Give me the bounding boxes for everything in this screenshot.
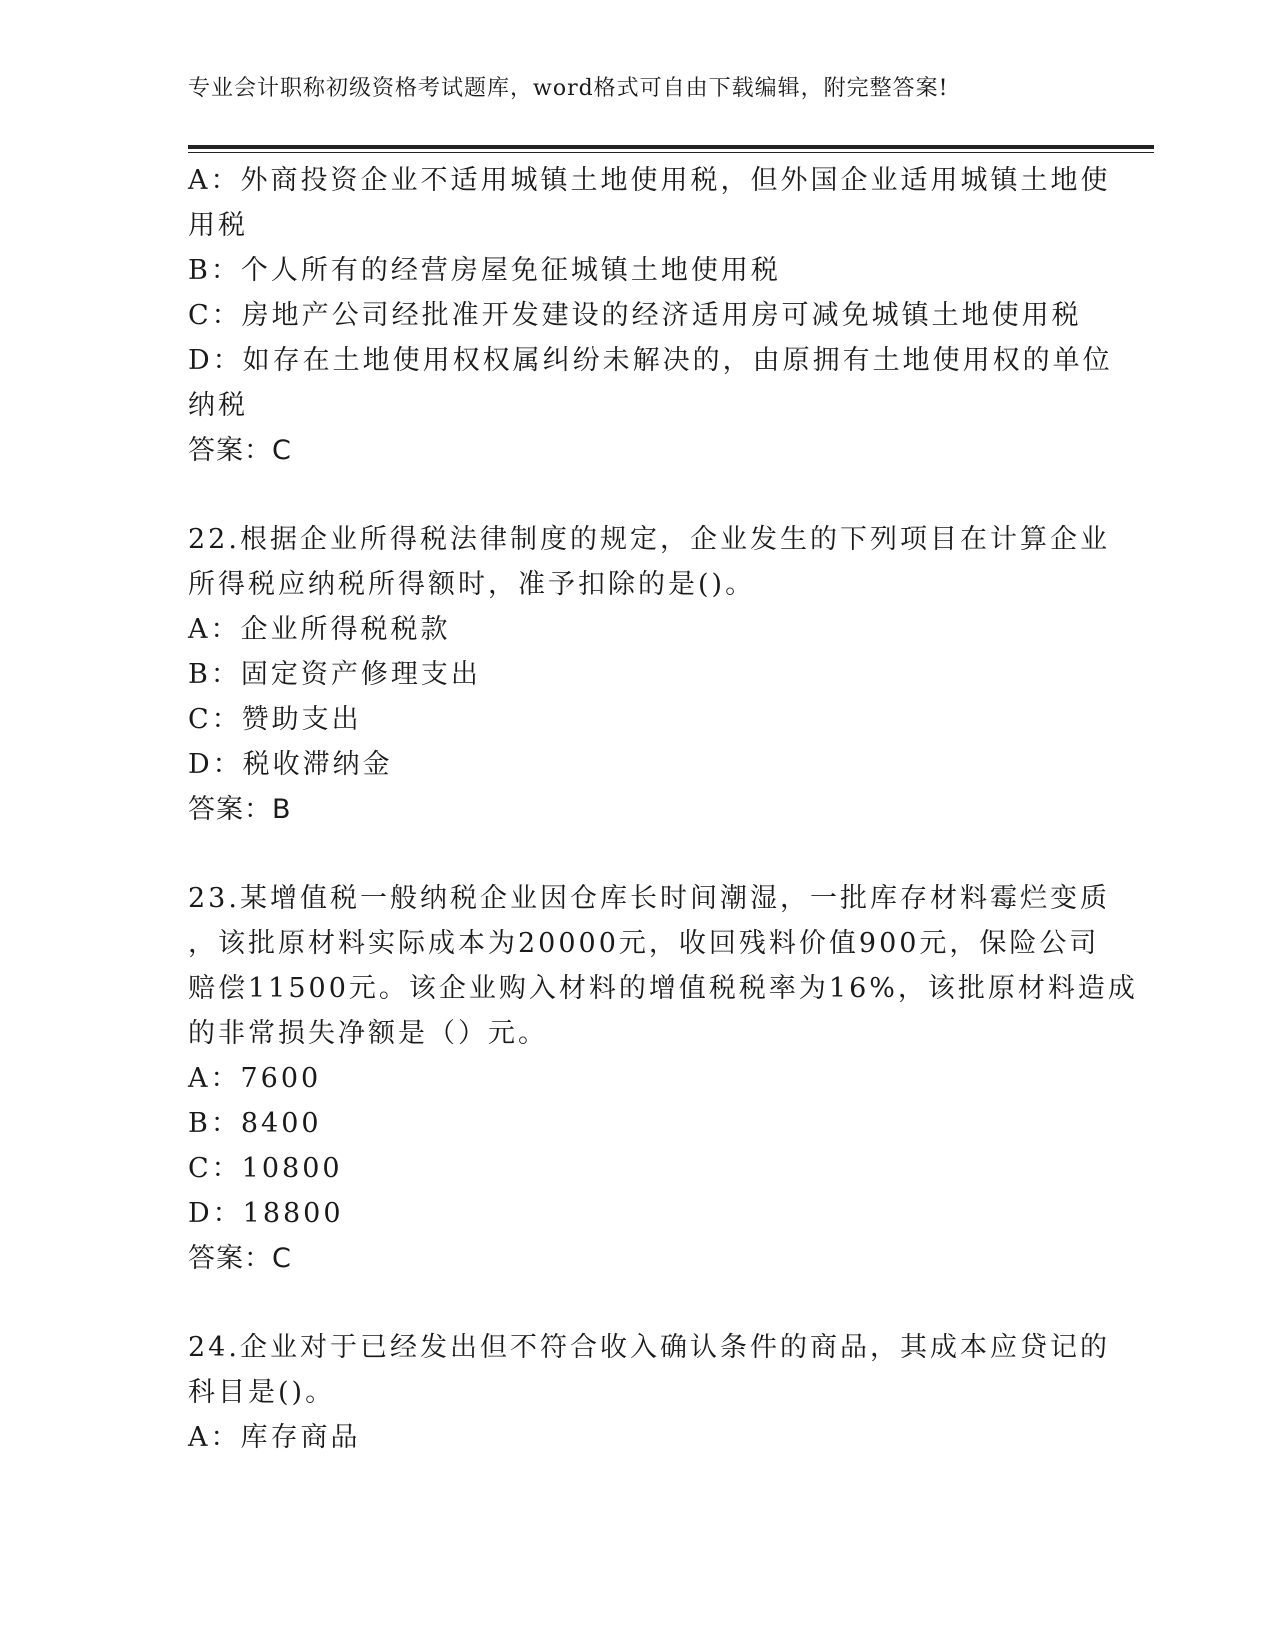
header-rule-thin	[188, 152, 1154, 153]
answer: 答案：C	[188, 435, 292, 466]
option-c: C：10800	[188, 1153, 343, 1184]
question-stem: 22.根据企业所得税法律制度的规定，企业发生的下列项目在计算企业	[188, 524, 1110, 555]
question-stem-cont: 赔偿11500元。该企业购入材料的增值税税率为16%，该批原材料造成	[188, 973, 1138, 1004]
question-22	[188, 517, 1110, 832]
option-a-cont: 用税	[188, 210, 248, 241]
option-a: A：外商投资企业不适用城镇土地使用税，但外国企业适用城镇土地使	[188, 165, 1111, 196]
option-d: D：税收滞纳金	[188, 749, 393, 780]
question-stem-cont: 的非常损失净额是（）元。	[188, 1018, 548, 1049]
question-stem-cont: 所得税应纳税所得额时，准予扣除的是()。	[188, 569, 756, 600]
option-d: D：18800	[188, 1198, 344, 1229]
option-a: A：7600	[188, 1063, 322, 1094]
option-d: D：如存在土地使用权权属纠纷未解决的，由原拥有土地使用权的单位	[188, 345, 1113, 376]
header-rule-thick	[188, 145, 1154, 149]
option-a: A：库存商品	[188, 1422, 361, 1453]
spacer	[188, 473, 1088, 517]
question-stem: 24.企业对于已经发出但不符合收入确认条件的商品，其成本应贷记的	[188, 1332, 1110, 1363]
question-21	[188, 158, 1113, 473]
document-body	[188, 158, 1138, 1460]
option-d-cont: 纳税	[188, 390, 248, 421]
option-c: C：房地产公司经批准开发建设的经济适用房可减免城镇土地使用税	[188, 300, 1082, 331]
question-stem: 23.某增值税一般纳税企业因仓库长时间潮湿，一批库存材料霉烂变质	[188, 883, 1110, 914]
spacer	[188, 1281, 1088, 1325]
option-a: A：企业所得税税款	[188, 614, 451, 645]
option-b: B：个人所有的经营房屋免征城镇土地使用税	[188, 255, 781, 286]
option-b: B：8400	[188, 1108, 322, 1139]
option-c: C：赞助支出	[188, 704, 362, 735]
spacer	[188, 832, 1088, 876]
question-stem-cont: ，该批原材料实际成本为20000元，收回残料价值900元，保险公司	[188, 928, 1100, 959]
question-24	[188, 1325, 1110, 1460]
answer: 答案：B	[188, 794, 292, 825]
document-header: 专业会计职称初级资格考试题库，word格式可自由下载编辑，附完整答案!	[188, 76, 949, 101]
option-b: B：固定资产修理支出	[188, 659, 481, 690]
question-stem-cont: 科目是()。	[188, 1377, 336, 1408]
question-23	[188, 876, 1138, 1281]
answer: 答案：C	[188, 1243, 292, 1274]
